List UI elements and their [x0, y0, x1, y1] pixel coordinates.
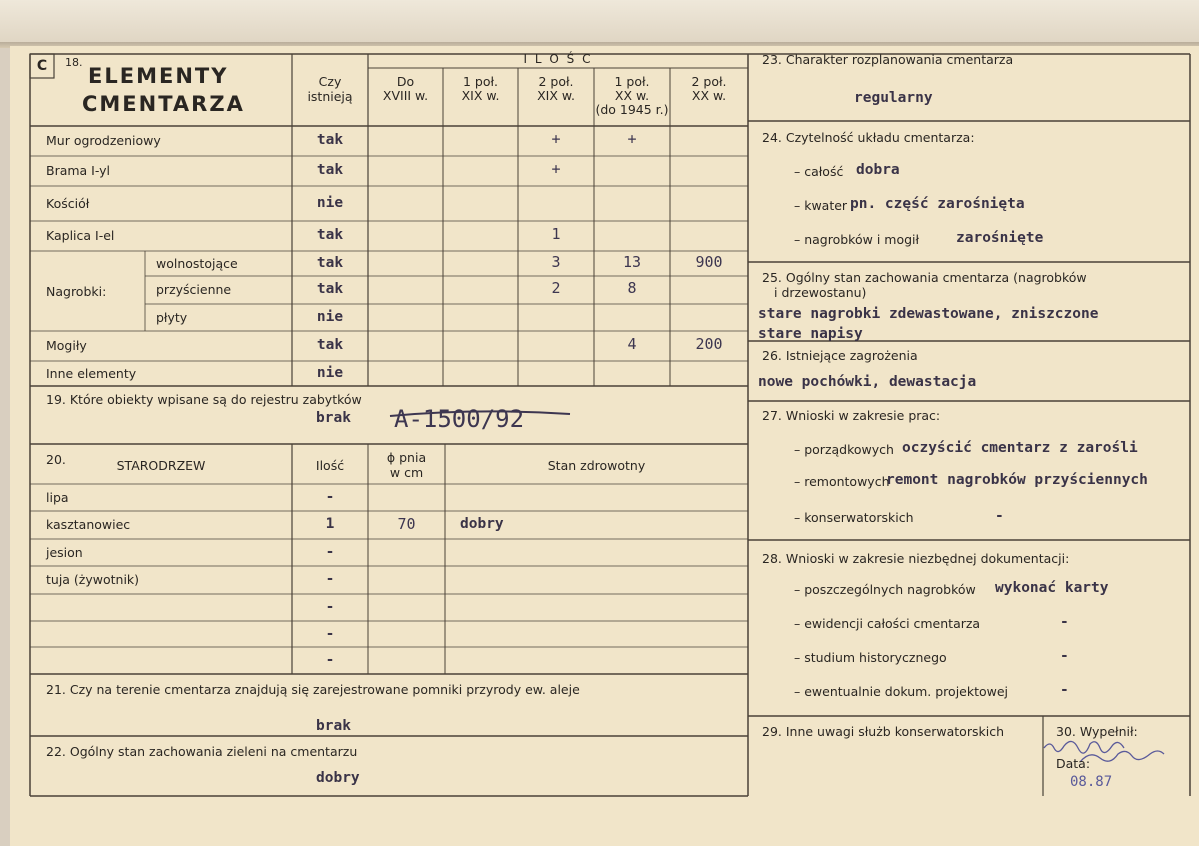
- s28-item-value: -: [1060, 614, 1069, 630]
- quantity-value: 3: [551, 252, 561, 271]
- tree-health: dobry: [460, 516, 504, 532]
- tombstone-type-label: wolnostojące: [156, 255, 238, 271]
- s28-item-value: wykonać karty: [995, 580, 1109, 596]
- period-header-1-line1: Do: [396, 74, 415, 89]
- period-header-2-line1: 1 poł.: [462, 74, 499, 89]
- s24-item-value: dobra: [856, 162, 900, 178]
- s27-item-value: oczyścić cmentarz z zarośli: [902, 440, 1138, 456]
- quantity-value: 4: [627, 335, 637, 353]
- tombstone-type-label: płyty: [156, 309, 188, 325]
- health-header: Stan zdrowotny: [547, 458, 646, 473]
- tab-letter: C: [36, 58, 48, 74]
- element-row-label: Brama I-yl: [46, 163, 111, 178]
- element-row-label: Kościół: [46, 195, 90, 211]
- quantity-header: I L O Ś C: [523, 52, 593, 66]
- exists-value: tak: [316, 337, 344, 353]
- section-22-value: dobry: [316, 770, 360, 786]
- section-21-label: 21. Czy na terenie cmentarza znajdują się zarejestrowane pomniki przyrody ew. aleje: [46, 682, 580, 697]
- tombstones-group-label: Nagrobki:: [46, 284, 107, 299]
- period-header-4-line1: 1 poł.: [614, 74, 650, 89]
- section-26-value: nowe pochówki, dewastacja: [758, 374, 977, 390]
- exists-value: nie: [316, 308, 344, 325]
- s27-item-value: remont nagrobków przyściennych: [886, 472, 1148, 488]
- element-row-label: Mur ogrodzeniowy: [46, 133, 161, 148]
- binding-tape: [0, 0, 1199, 42]
- s28-item-label: – poszczególnych nagrobków: [794, 582, 976, 597]
- exists-value: nie: [316, 364, 344, 381]
- s24-item-label: – kwater: [794, 198, 848, 213]
- s28-item-value: -: [1060, 682, 1069, 698]
- section-27-label: 27. Wnioski w zakresie prac:: [762, 408, 941, 423]
- s28-item-value: -: [1060, 648, 1069, 664]
- section-19-value: brak: [316, 410, 351, 426]
- tombstone-type-label: przyścienne: [156, 282, 232, 297]
- period-header-2-line2: XIX w.: [461, 88, 500, 103]
- tree-count: 1: [325, 516, 335, 532]
- period-header-4-line2: XX w.: [614, 88, 650, 103]
- s24-item-label: – całość: [794, 164, 844, 179]
- quantity-value: 2: [551, 279, 561, 297]
- section-24-label: 24. Czytelność układu cmentarza:: [762, 130, 975, 145]
- tree-name: lipa: [46, 490, 69, 505]
- section-25-value-line1: stare nagrobki zdewastowane, zniszczone: [758, 306, 1099, 322]
- s24-item-value: pn. część zarośnięta: [850, 196, 1025, 212]
- s28-item-label: – ewidencji całości cmentarza: [794, 616, 981, 631]
- section-18-title-line1: ELEMENTY: [88, 64, 229, 88]
- s27-item-label: – konserwatorskich: [794, 510, 914, 525]
- s27-item-label: – remontowych: [794, 474, 890, 489]
- period-header-3-line1: 2 poł.: [538, 74, 574, 89]
- section-22-label: 22. Ogólny stan zachowania zieleni na cmentarzu: [46, 744, 358, 759]
- trunk-diameter: 70: [397, 515, 416, 533]
- tree-count: -: [325, 544, 335, 560]
- element-row-label: Mogiły: [46, 338, 87, 353]
- quantity-value: +: [627, 130, 637, 148]
- cemetery-record-card: [10, 46, 1199, 846]
- s28-item-label: – ewentualnie dokum. projektowej: [794, 684, 1009, 699]
- section-29-label: 29. Inne uwagi służb konserwatorskich: [762, 724, 1004, 739]
- period-header-1-line2: XVIII w.: [382, 88, 429, 103]
- period-header-3-line2: XIX w.: [537, 88, 575, 103]
- tree-name: kasztanowiec: [46, 517, 131, 532]
- exists-value: nie: [316, 194, 344, 211]
- section-18-title-line2: CMENTARZA: [82, 92, 245, 116]
- exists-value: tak: [316, 132, 344, 148]
- quantity-value: 8: [627, 279, 637, 297]
- exists-value: tak: [316, 227, 344, 243]
- tree-count: -: [325, 599, 335, 615]
- date-value: 08.87: [1070, 774, 1113, 790]
- section-25-label-line1: 25. Ogólny stan zachowania cmentarza (nagrobków: [762, 270, 1087, 285]
- quantity-value: +: [551, 160, 561, 178]
- period-header-5-line2: XX w.: [691, 88, 727, 103]
- quantity-value: 900: [695, 252, 723, 271]
- period-header-5-line1: 2 poł.: [691, 74, 727, 89]
- quantity-value: +: [551, 130, 561, 148]
- section-28-label: 28. Wnioski w zakresie niezbędnej dokumentacji:: [762, 551, 1070, 566]
- quantity-value: 13: [622, 252, 642, 271]
- section-18-number: 18.: [65, 56, 83, 69]
- section-25-value-line2: stare napisy: [758, 326, 863, 342]
- tree-count: -: [325, 571, 335, 587]
- period-header-4-line3: (do 1945 r.): [595, 102, 669, 117]
- exists-value: tak: [316, 281, 344, 297]
- section-23-value: regularny: [854, 90, 933, 106]
- old-trees-title: STARODRZEW: [116, 458, 206, 473]
- date-label: Data:: [1056, 756, 1091, 771]
- tree-count: -: [325, 652, 335, 668]
- s28-item-label: – studium historycznego: [794, 650, 947, 665]
- section-30-label: 30. Wypełnił:: [1056, 724, 1138, 739]
- exists-value: tak: [316, 162, 344, 178]
- tree-name: tuja (żywotnik): [46, 572, 140, 587]
- element-row-label: Inne elementy: [46, 365, 137, 381]
- quantity-value: 200: [695, 335, 723, 353]
- element-row-label: Kaplica I-el: [46, 228, 115, 243]
- tree-count-header: Ilość: [315, 458, 345, 473]
- section-21-value: brak: [316, 718, 351, 734]
- section-25-label-line2: i drzewostanu): [774, 285, 867, 300]
- s24-item-value: zarośnięte: [956, 230, 1044, 246]
- tree-count: -: [325, 626, 335, 642]
- exists-header-line1: Czy: [318, 74, 342, 89]
- section-19-struck-registry-number: A-1500/92: [394, 405, 525, 433]
- trunk-diameter-header-line2: w cm: [389, 465, 424, 480]
- section-20-number: 20.: [46, 452, 66, 467]
- s27-item-value: -: [995, 508, 1004, 524]
- section-19-label: 19. Które obiekty wpisane są do rejestru zabytków: [46, 392, 362, 407]
- tree-count: -: [325, 489, 335, 505]
- exists-value: tak: [316, 254, 344, 271]
- section-23-label: 23. Charakter rozplanowania cmentarza: [762, 52, 1014, 67]
- s27-item-label: – porządkowych: [794, 442, 894, 457]
- exists-header-line2: istnieją: [307, 89, 353, 104]
- s24-item-label: – nagrobków i mogił: [794, 232, 920, 247]
- section-26-label: 26. Istniejące zagrożenia: [762, 348, 918, 363]
- tree-name: jesion: [46, 545, 83, 560]
- quantity-value: 1: [551, 225, 561, 243]
- trunk-diameter-header-line1: ϕ pnia: [386, 450, 427, 465]
